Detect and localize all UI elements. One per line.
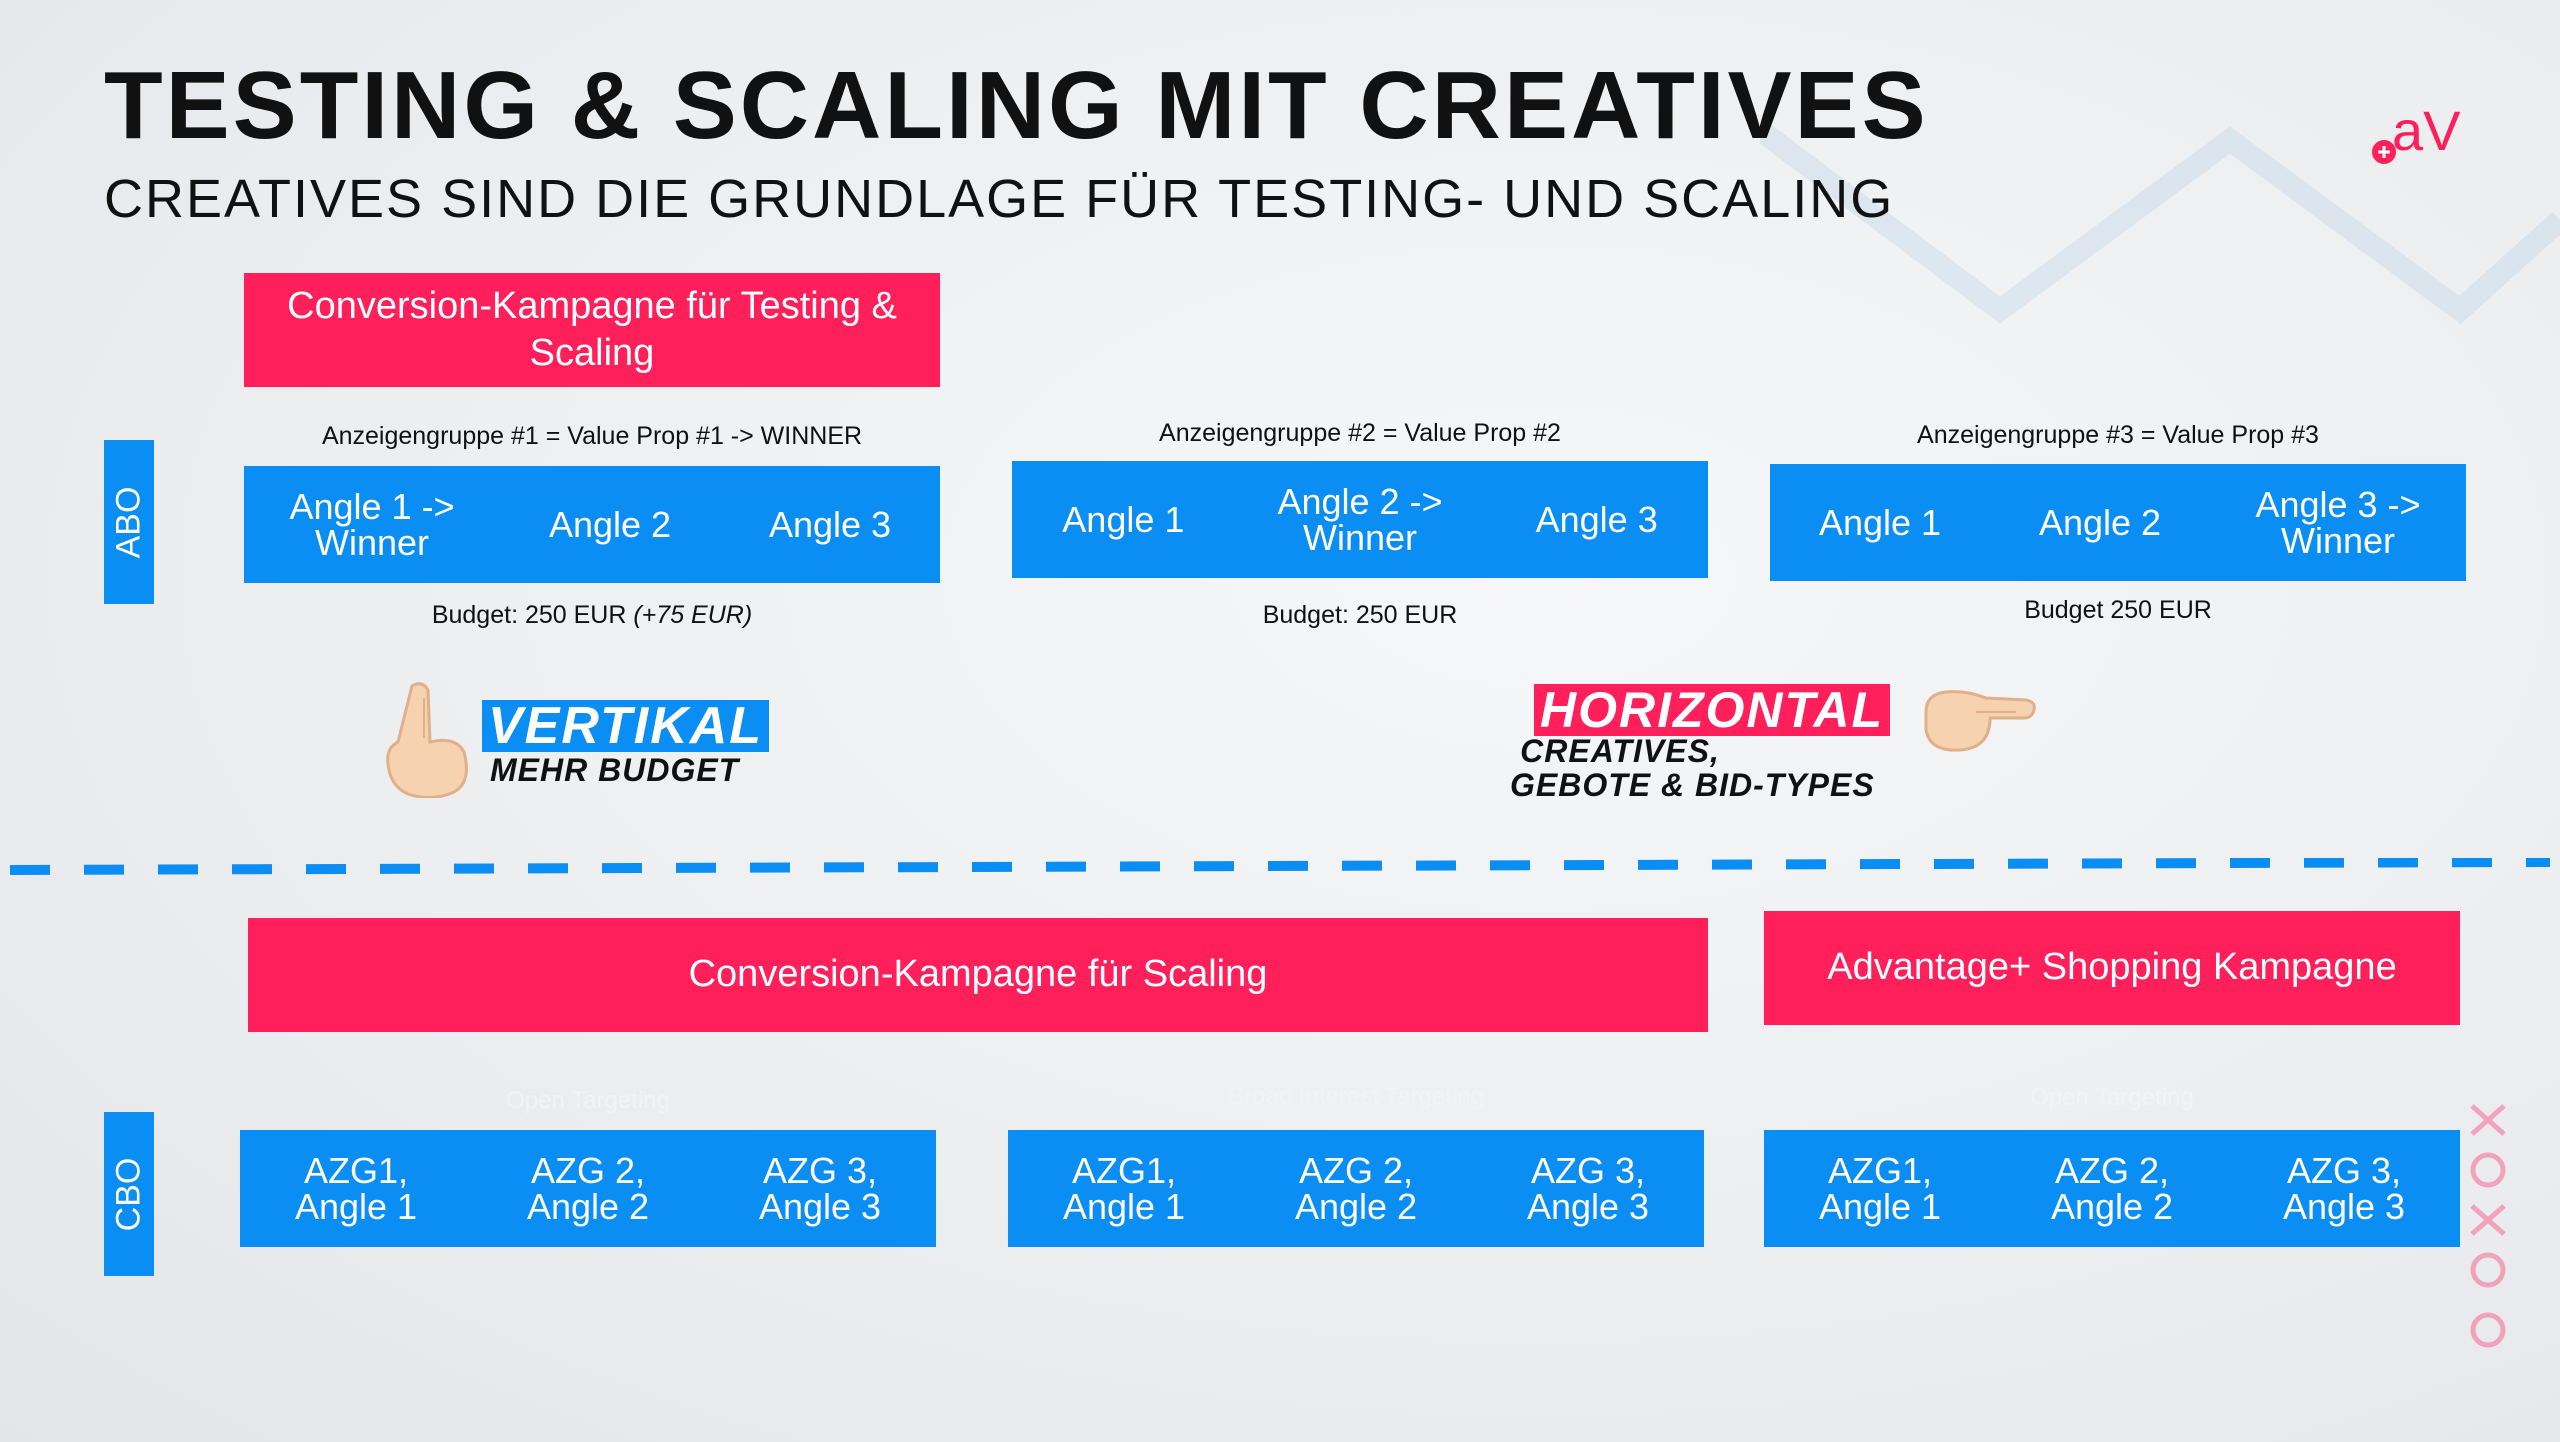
testing-scaling-campaign-box: [244, 273, 940, 387]
cbo-group-3-caption: Open Targeting: [2030, 1084, 2194, 1111]
section-divider: [0, 858, 2560, 878]
azg-cell: AZG 3, Angle 3: [758, 1149, 882, 1227]
vertical-scaling-label: VERTIKAL: [482, 700, 769, 752]
ad-group-1-angles: [244, 466, 940, 583]
angle-cell: Angle 1 -> Winner: [289, 485, 455, 563]
budget-text: Budget: 250 EUR: [431, 601, 627, 629]
brand-logo: [2370, 92, 2480, 172]
pointing-up-hand-icon: [370, 678, 480, 798]
angle-cell: Angle 1: [1818, 501, 1942, 543]
azg-cell: AZG 3, Angle 3: [1526, 1149, 1650, 1227]
svg-text:aV: aV: [2392, 99, 2461, 162]
horizontal-scaling-label: HORIZONTAL: [1534, 684, 1890, 736]
cbo-group-3-cells: [1764, 1130, 2460, 1247]
slide-subtitle: CREATIVES SIND DIE GRUNDLAGE FÜR TESTING- UND SCALING: [104, 169, 1895, 229]
azg-cell: AZG 2, Angle 2: [526, 1149, 650, 1227]
pointing-right-hand-icon: [1916, 678, 2036, 768]
angle-cell: Angle 2: [2038, 501, 2162, 543]
scaling-campaign-title: Conversion-Kampagne für Scaling: [688, 953, 1268, 996]
angle-cell: Angle 3 -> Winner: [2255, 483, 2421, 561]
abo-tab: [104, 440, 154, 604]
budget-text: Budget 250 EUR: [2024, 596, 2212, 624]
azg-cell: AZG1, Angle 1: [294, 1149, 418, 1227]
ad-group-1-budget: [244, 601, 940, 630]
ad-group-3-caption: Anzeigengruppe #3 = Value Prop #3: [1917, 421, 2319, 449]
cbo-tab: [104, 1112, 154, 1276]
scaling-campaign-box: [248, 918, 1708, 1032]
azg-cell: AZG1, Angle 1: [1818, 1149, 1942, 1227]
testing-scaling-campaign-title: Conversion-Kampagne für Testing & Scaling: [287, 284, 897, 374]
azg-cell: AZG1, Angle 1: [1062, 1149, 1186, 1227]
horizontal-scaling-subtext: [1510, 733, 1875, 803]
ad-group-2-caption: Anzeigengruppe #2 = Value Prop #2: [1159, 419, 1561, 447]
horizontal-sub-line1: CREATIVES,: [1520, 733, 1720, 769]
cbo-group-2-cells: [1008, 1130, 1704, 1247]
ad-group-3-budget: [1770, 596, 2466, 625]
angle-cell: Angle 2 -> Winner: [1277, 480, 1443, 558]
decorative-xo-pattern: [2466, 1100, 2510, 1360]
vertical-scaling-subtext: MEHR BUDGET: [490, 752, 740, 788]
cbo-group-2-caption: Broad Interest Targeting: [1228, 1083, 1484, 1110]
ad-group-1-caption: Anzeigengruppe #1 = Value Prop #1 -> WINNER: [321, 422, 863, 450]
angle-cell: Angle 1: [1062, 498, 1185, 540]
angle-cell: Angle 2: [548, 503, 672, 545]
ad-group-2-budget: [1012, 601, 1708, 630]
cbo-group-1-cells: [240, 1130, 936, 1247]
angle-cell: Angle 3: [1535, 498, 1658, 540]
advantage-campaign-title: Advantage+ Shopping Kampagne: [1827, 946, 2397, 989]
budget-text: Budget: 250 EUR: [1262, 601, 1458, 629]
angle-cell: Angle 3: [768, 503, 892, 545]
abo-tab-label: ABO: [109, 486, 148, 558]
ad-group-3-angles: [1770, 464, 2466, 581]
cbo-group-1-caption: Open Targeting: [506, 1087, 670, 1114]
budget-extra: (+75 EUR): [633, 601, 753, 629]
azg-cell: AZG 3, Angle 3: [2282, 1149, 2406, 1227]
ad-group-2-angles: [1012, 461, 1708, 578]
horizontal-sub-line2: GEBOTE & BID-TYPES: [1510, 767, 1875, 803]
cbo-tab-label: CBO: [109, 1157, 148, 1231]
slide-title: TESTING & SCALING MIT CREATIVES: [104, 52, 1929, 159]
azg-cell: AZG 2, Angle 2: [2050, 1149, 2174, 1227]
advantage-campaign-box: [1764, 911, 2460, 1025]
azg-cell: AZG 2, Angle 2: [1294, 1149, 1418, 1227]
